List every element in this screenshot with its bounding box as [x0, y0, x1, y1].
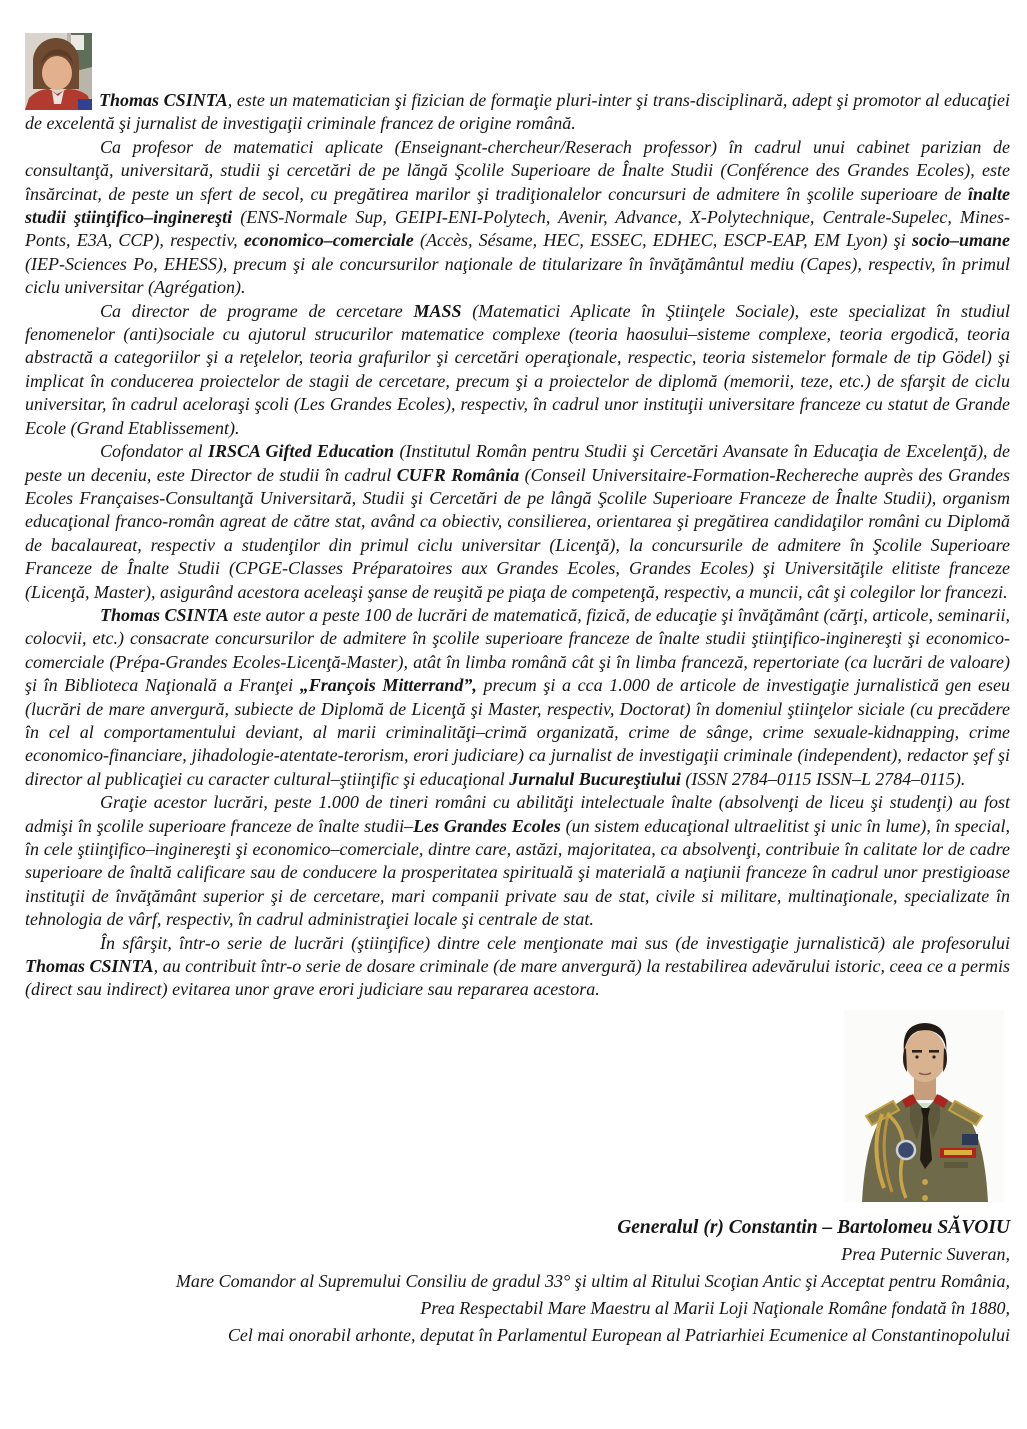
paragraph-author: Thomas CSINTA este autor a peste 100 de lucrări de matematică, fizică, de educaţie şi învăţământ (cărţi, articole, seminarii, colocvii, etc.) consacrate concursurilor de admitere în şcolile superioare franceze de înalte studii ştiinţifico-inginereşti şi economico-comerciale (Prépa-Grandes Ecoles-Licenţă-Master), atât în limba română cât şi în limba franceză, repertoriate (ca lucrări de valoare) şi în Biblioteca Naţională a Franţei „François Mitterrand”, precum şi a cca 1.000 de articole de investigaţie jurnalistică gen eseu (lucrări de mare anvergură, subiecte de Diplomă de Licenţă şi Master, respectiv, Doctorat) în domeniul ştiinţelor siciale (cu precădere în cel al comportamentului deviant, al marii criminalităţi–crimă organizată, crime de sânge, crime sexuale-kidnapping, crime economico-financiare, jihadologie-atentate-terorism, erori judiciare) ca jurnalist de investigaţii criminale (independent), redactor şef şi director al publicaţiei cu caracter cultural–ştiinţific şi educaţional Jurnalul Bucureştiului (ISSN 2784–0115 ISSN–L 2784–0115).	[25, 604, 1010, 789]
signature-line: Cel mai onorabil arhonte, deputat în Parlamentul European al Patriarhiei Ecumenice al Constantinopolului	[227, 1324, 1010, 1345]
photo-thomas-csinta	[25, 33, 92, 110]
paragraph-intro-text: Thomas CSINTA, este un matematician şi fizician de formaţie pluri-inter şi trans-disciplinară, adept şi promotor al educaţiei de excelentă şi jurnalist de investigaţii criminale francez de origine română.	[25, 90, 1010, 134]
signature-name: Generalul (r) Constantin – Bartolomeu SĂVOIU	[617, 1216, 1010, 1238]
photo-general-savoiu	[844, 1010, 1004, 1202]
general-photo-row	[25, 1010, 1010, 1202]
paragraph-gratie: Graţie acestor lucrări, peste 1.000 de tineri români cu abilităţi intelectuale înalte (absolvenţi de liceu şi studenţi) au fost admişi în şcolile superioare franceze de înalte studii–Les Grandes Ecoles (un sistem educaţional ultraelitist şi unic în lume), în special, în cele ştiinţifico–inginereşti şi economico–comerciale, dintre care, astăzi, majoritatea, ca absolvenţi, contribuie în calitate lor de cadre superioare de înaltă calificare sau de conducere la prosperitatea spirituală şi materială a naţiunii franceze în cadrul unor prestigioase instituţii de învăţământ superior şi de cercetare, mari companii private sau de stat, civile si militare, multinaţionale, specializate în tehnologia de vârf, respectiv, în cadrul administraţiei locale şi centrale de stat.	[25, 792, 1010, 930]
paragraph-professor: Ca profesor de matematici aplicate (Enseignant-chercheur/Reserach professor) în cadrul unui cabinet parizian de consultanţă, universitară, studii şi cercetări de pe lăngă Şcolile Superioare de Înalte Studii (Conférence des Grandes Ecoles), este însărcinat, de peste un sfert de secol, cu pregătirea marilor şi tradiţionalelor concursuri de admitere în şcolile superioare de înalte studii ştiinţifico–inginereşti (ENS-Normale Sup, GEIPI-ENI-Polytech, Avenir, Advance, X-Polytechnique, Centrale-Supelec, Mines-Ponts, E3A, CCP), respectiv, economico–comerciale (Accès, Sésame, HEC, ESSEC, EDHEC, ESCP-EAP, EM Lyon) şi socio–umane (IEP-Sciences Po, EHESS), precum şi ale concursurilor naţionale de titularizare în învăţământul mediu (Capes), respectiv, în primul ciclu universitar (Agrégation).	[25, 136, 1010, 298]
paragraph-final: În sfârşit, într-o serie de lucrări (ştiinţifice) dintre cele menţionate mai sus (de investigaţie jurnalistică) ale profesorului Thomas CSINTA, au contribuit într-o serie de dosare criminale (de mare anvergură) la restabilirea adevărului istoric, ceea ce a permis (direct sau indirect) evitarea unor grave erori judiciare sau repararea acestora.	[25, 932, 1010, 1000]
signature-line: Mare Comandor al Supremului Consiliu de gradul 33° şi ultim al Ritului Scoţian Antic şi Acceptat pentru România,	[175, 1270, 1010, 1291]
paragraph-director: Ca director de programe de cercetare MASS (Matematici Aplicate în Ştiinţele Sociale), este specializat în studiul fenomenelor (anti)sociale cu ajutorul strucurilor matematice complexe (teoria haosului–sisteme complexe, teoria ergodică, teoria abstractă a categoriilor şi a reţelelor, teoria grafurilor şi cercetări operaţionale, respectic, teoria sistemelor formale de tip Gödel) şi implicat în conducerea proiectelor de stagii de cercetare, precum şi a proiectelor de diplomă (memorii, teze, etc.) de sfarşit de ciclu universitar, în cadrul aceloraşi şcoli (Les Grandes Ecoles), respectiv, în cadrul unor instituţii universitare franceze cu statut de Grande Ecole (Grand Etablissement).	[25, 300, 1010, 438]
signature-block	[25, 1214, 1010, 1349]
paragraph-cofounder: Cofondator al IRSCA Gifted Education (Institutul Român pentru Studii şi Cercetări Avansate în Educaţia de Excelenţă), de peste un deceniu, este Director de studii în cadrul CUFR România (Conseil Universitaire-Formation-Rechereche auprès des Grandes Ecoles Françaises-Consultanţă Universitară, Studii şi Cercetări de pe lângă Şcolile Superioare Franceze de Înalte Studii), organism educaţional franco-român agreat de către stat, având ca obiectiv, consilierea, orientarea şi pregătirea candidaţilor români cu Diplomă de bacalaureat, respectiv a studenţilor din primul ciclu universitar (Licenţă), la concursurile de admitere în Şcolile Superioare Franceze de Înalte Studii (CPGE-Classes Préparatoires aux Grandes Ecoles, Grandes Ecoles) şi Universităţile elitiste franceze (Licenţă, Master), asigurând acestora aceleaşi şanse de reuşită pe piaţa de competenţă, respectiv, a muncii, cât şi colegilor lor francezi.	[25, 441, 1011, 602]
signature-line: Prea Puternic Suveran,	[841, 1243, 1010, 1264]
paragraph-intro	[25, 33, 1010, 136]
signature-line: Prea Respectabil Mare Maestru al Marii Loji Naţionale Române fondată în 1880,	[420, 1297, 1010, 1318]
